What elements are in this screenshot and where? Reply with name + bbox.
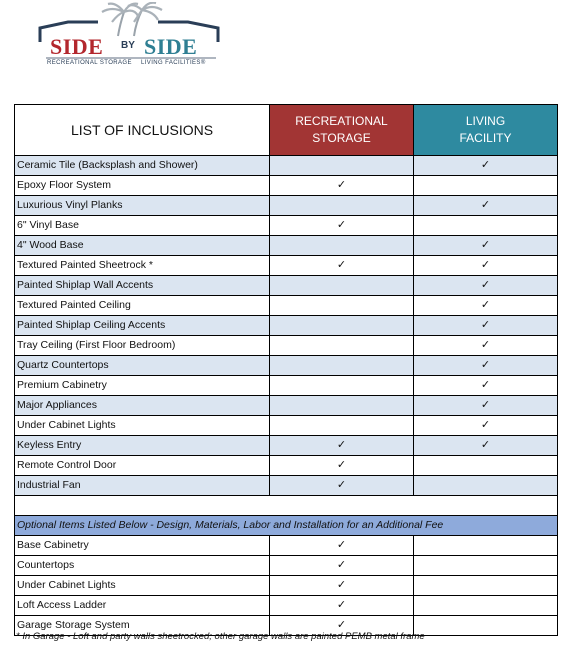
rec-check: ✓	[270, 556, 414, 576]
header-list-of-inclusions: LIST OF INCLUSIONS	[15, 105, 270, 156]
table-row	[15, 336, 558, 356]
logo-word-by: BY	[121, 40, 135, 51]
item-label: Loft Access Ladder	[15, 596, 270, 616]
table-row	[15, 176, 558, 196]
item-label: Remote Control Door	[15, 456, 270, 476]
liv-check: ✓	[414, 296, 558, 316]
rec-check: ✓	[270, 436, 414, 456]
rec-check	[270, 396, 414, 416]
table-row	[15, 256, 558, 276]
logo-tagline-right: LIVING FACILITIES®	[141, 60, 206, 66]
item-label: Tray Ceiling (First Floor Bedroom)	[15, 336, 270, 356]
table-row	[15, 416, 558, 436]
item-label: Luxurious Vinyl Planks	[15, 196, 270, 216]
table-row	[15, 296, 558, 316]
item-label: Ceramic Tile (Backsplash and Shower)	[15, 156, 270, 176]
table-row	[15, 236, 558, 256]
logo-word-side-2: SIDE	[144, 34, 198, 59]
liv-check: ✓	[414, 376, 558, 396]
header-liv-line1: LIVING	[465, 114, 506, 128]
liv-check: ✓	[414, 396, 558, 416]
rec-check	[270, 196, 414, 216]
optional-items-header-row	[15, 516, 558, 536]
table-row	[15, 556, 558, 576]
item-label: Major Appliances	[15, 396, 270, 416]
header-liv-line2: FACILITY	[459, 131, 512, 145]
rec-check	[270, 296, 414, 316]
rec-check: ✓	[270, 256, 414, 276]
liv-check: ✓	[414, 436, 558, 456]
item-label: Premium Cabinetry	[15, 376, 270, 396]
item-label: 4" Wood Base	[15, 236, 270, 256]
brand-logo	[38, 2, 224, 68]
rec-check	[270, 276, 414, 296]
footnote: * In Garage - Loft and party walls sheetrocked; other garage walls are painted PEMB metal frame	[16, 631, 425, 642]
table-row	[15, 356, 558, 376]
rec-check	[270, 356, 414, 376]
item-label: Painted Shiplap Ceiling Accents	[15, 316, 270, 336]
rec-check	[270, 156, 414, 176]
table-row	[15, 456, 558, 476]
liv-check	[414, 616, 558, 636]
liv-check	[414, 556, 558, 576]
logo-tagline-left: RECREATIONAL STORAGE	[47, 60, 132, 66]
rec-check	[270, 316, 414, 336]
liv-check: ✓	[414, 256, 558, 276]
liv-check: ✓	[414, 236, 558, 256]
logo-word-side: SIDE	[50, 34, 104, 59]
item-label: Industrial Fan	[15, 476, 270, 496]
rec-check: ✓	[270, 456, 414, 476]
rec-check: ✓	[270, 176, 414, 196]
header-rec-line1: RECREATIONAL	[295, 114, 388, 128]
rec-check: ✓	[270, 576, 414, 596]
table-row	[15, 316, 558, 336]
rec-check: ✓	[270, 476, 414, 496]
liv-check	[414, 216, 558, 236]
item-label: Textured Painted Sheetrock *	[15, 256, 270, 276]
item-label: Under Cabinet Lights	[15, 416, 270, 436]
liv-check	[414, 476, 558, 496]
liv-check: ✓	[414, 276, 558, 296]
item-label: Under Cabinet Lights	[15, 576, 270, 596]
table-row	[15, 596, 558, 616]
rec-check	[270, 236, 414, 256]
liv-check: ✓	[414, 416, 558, 436]
header-recreational-storage	[270, 105, 414, 156]
inclusions-table	[14, 104, 558, 636]
table-row	[15, 436, 558, 456]
rec-check: ✓	[270, 596, 414, 616]
liv-check	[414, 536, 558, 556]
table-row	[15, 156, 558, 176]
header-rec-line2: STORAGE	[312, 131, 371, 145]
item-label: Textured Painted Ceiling	[15, 296, 270, 316]
rec-check	[270, 336, 414, 356]
item-label: Quartz Countertops	[15, 356, 270, 376]
table-row	[15, 216, 558, 236]
liv-check: ✓	[414, 316, 558, 336]
item-label: Countertops	[15, 556, 270, 576]
optional-items-header: Optional Items Listed Below - Design, Materials, Labor and Installation for an Additional Fee	[15, 516, 558, 536]
item-label: Epoxy Floor System	[15, 176, 270, 196]
liv-check	[414, 576, 558, 596]
item-label: Keyless Entry	[15, 436, 270, 456]
rec-check: ✓	[270, 536, 414, 556]
rec-check: ✓	[270, 216, 414, 236]
item-label: Painted Shiplap Wall Accents	[15, 276, 270, 296]
liv-check	[414, 176, 558, 196]
table-row	[15, 536, 558, 556]
table-row	[15, 396, 558, 416]
liv-check: ✓	[414, 156, 558, 176]
liv-check	[414, 456, 558, 476]
liv-check	[414, 596, 558, 616]
liv-check: ✓	[414, 356, 558, 376]
item-label: Base Cabinetry	[15, 536, 270, 556]
liv-check: ✓	[414, 336, 558, 356]
item-label: 6" Vinyl Base	[15, 216, 270, 236]
table-row	[15, 576, 558, 596]
table-row	[15, 376, 558, 396]
item-label: Garage Storage System	[15, 616, 270, 636]
table-row	[15, 196, 558, 216]
table-row	[15, 476, 558, 496]
table-row	[15, 276, 558, 296]
table-header-row	[15, 105, 558, 156]
rec-check: ✓	[270, 616, 414, 636]
blank-row	[15, 496, 558, 516]
rec-check	[270, 376, 414, 396]
blank-cell	[15, 496, 558, 516]
rec-check	[270, 416, 414, 436]
header-living-facility	[414, 105, 558, 156]
liv-check: ✓	[414, 196, 558, 216]
